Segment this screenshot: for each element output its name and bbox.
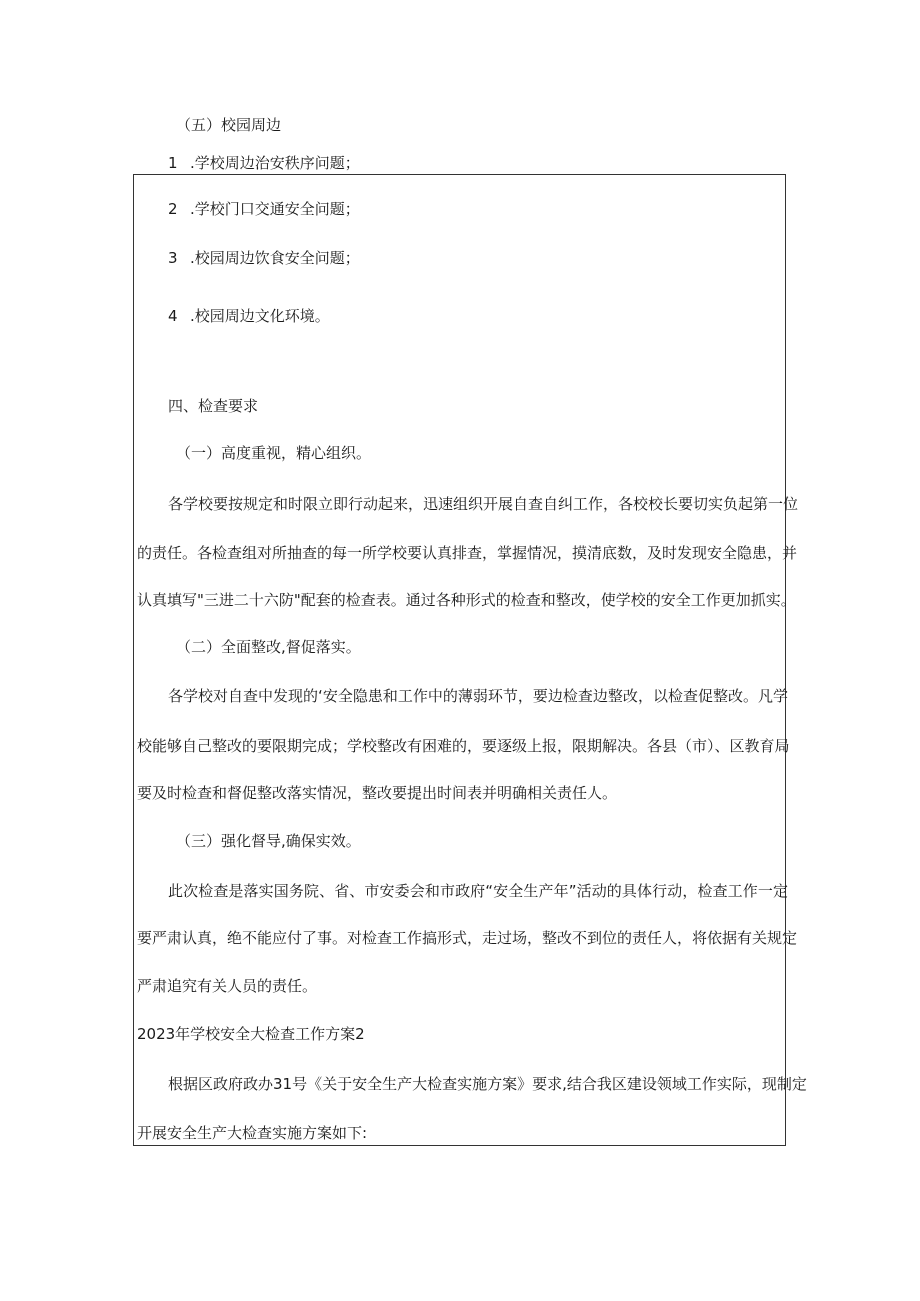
subsection-heading-1: （一）高度重视，精心组织。 xyxy=(176,444,372,462)
list-item-number: 3 xyxy=(168,249,178,267)
list-item-number: 4 xyxy=(168,307,178,325)
section-heading-campus-surroundings: （五）校园周边 xyxy=(176,116,282,134)
paragraph-line: 要严肃认真，绝不能应付了事。对检查工作搞形式，走过场，整改不到位的责任人，将依据有关规定 xyxy=(137,929,798,947)
list-item-text: .学校周边治安秩序问题； xyxy=(190,154,360,172)
list-item-text: .学校门口交通安全问题； xyxy=(190,200,360,218)
subsection-heading-2: （二）全面整改,督促落实。 xyxy=(176,638,361,656)
list-item-text: .校园周边文化环境。 xyxy=(190,307,330,325)
list-item-text: .校园周边饮食安全问题； xyxy=(190,249,360,267)
paragraph-line: 的责任。各检查组对所抽查的每一所学校要认真排查，掌握情况，摸清底数，及时发现安全隐患，并 xyxy=(137,544,798,562)
paragraph-line: 严肃追究有关人员的责任。 xyxy=(137,977,318,995)
paragraph-line: 认真填写"三进二十六防"配套的检查表。通过各种形式的检查和整改，使学校的安全工作更加抓实。 xyxy=(137,591,796,609)
plan-title: 2023年学校安全大检查工作方案2 xyxy=(137,1025,365,1043)
section-heading-inspection-requirements: 四、检查要求 xyxy=(168,397,259,415)
paragraph-line: 根据区政府政办31号《关于安全生产大检查实施方案》要求,结合我区建设领域工作实际，现制定 xyxy=(168,1075,807,1093)
list-item-number: 2 xyxy=(168,200,178,218)
paragraph-line: 校能够自己整改的要限期完成；学校整改有困难的，要逐级上报，限期解决。各县（市）、区教育局 xyxy=(137,737,790,755)
paragraph-line: 各学校要按规定和时限立即行动起来，迅速组织开展自查自纠工作，各校校长要切实负起第一位 xyxy=(168,495,799,513)
paragraph-line: 各学校对自查中发现的‘安全隐患和工作中的薄弱环节，要边检查边整改，以检查促整改。凡学 xyxy=(168,687,788,705)
paragraph-line: 此次检查是落实国务院、省、市安委会和市政府“安全生产年”活动的具体行动，检查工作一定 xyxy=(168,882,788,900)
paragraph-line: 要及时检查和督促整改落实情况，整改要提出时间表并明确相关责任人。 xyxy=(137,784,618,802)
subsection-heading-3: （三）强化督导,确保实效。 xyxy=(176,832,361,850)
list-item-number: 1 xyxy=(168,154,178,172)
paragraph-line: 开展安全生产大检查实施方案如下: xyxy=(137,1124,368,1142)
